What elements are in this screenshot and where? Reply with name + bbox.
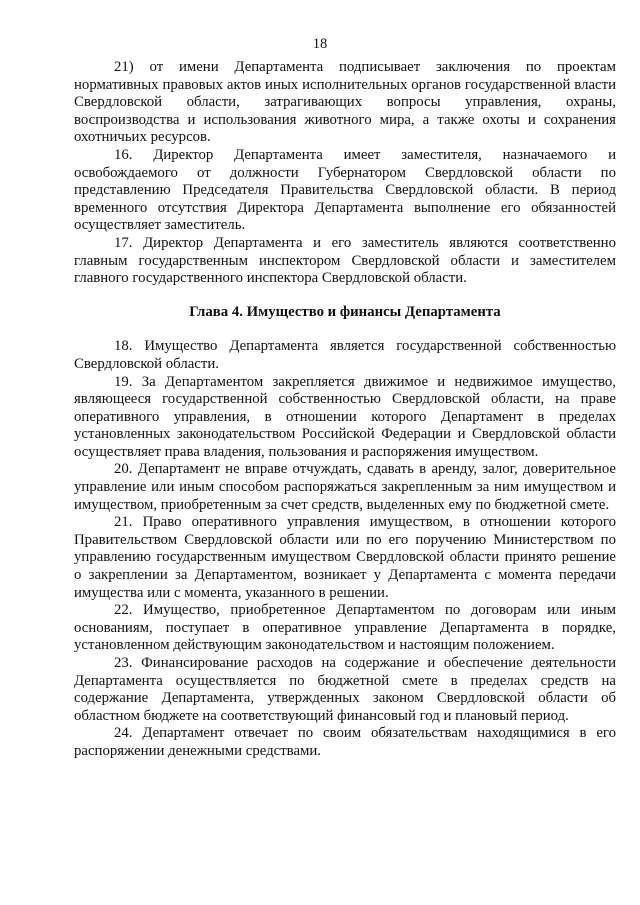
paragraph-16: 16. Директор Департамента имеет заместителя, назначаемого и освобождаемого от должности Губернатором Свердловской области по представлению Председателя Правительства Свердловской области. В период временного отсутствия Директора Департамента выполнение его обязанностей осуществляет заместитель. xyxy=(74,146,616,234)
paragraph-22: 22. Имущество, приобретенное Департаментом по договорам или иным основаниям, поступает в оперативное управление Департамента в порядке, установленном действующим законодательством и настоящим положением. xyxy=(74,602,616,654)
page-number: 18 xyxy=(312,36,328,52)
paragraph-17: 17. Директор Департамента и его заместитель являются соответственно главным государственным инспектором Свердловской области и заместителем главного государственного инспектора Свердловской области. xyxy=(74,234,616,287)
paragraph-19: 19. За Департаментом закрепляется движимое и недвижимое имущество, являющееся государственной собственностью Свердловской области, на праве оперативного управления, в отношении которого Департамент в пределах установленных законодательством Российской Федерации и Свердловской области осуществляет права владения, пользования и распоряжения имуществом. xyxy=(74,373,616,460)
paragraph-23: 23. Финансирование расходов на содержание и обеспечение деятельности Департамента осуществляется по бюджетной смете в пределах средств на содержание Департамента, утвержденных законом Свердловской области об областном бюджете на соответствующий финансовый год и плановый период. xyxy=(74,655,616,724)
document-body xyxy=(74,59,616,761)
paragraph-18: 18. Имущество Департамента является государственной собственностью Свердловской области. xyxy=(74,338,616,372)
paragraph-20: 20. Департамент не вправе отчуждать, сдавать в аренду, залог, доверительное управление или иным способом распоряжаться закрепленным за ним имуществом и имуществом, приобретенным за счет средств, выделенных ему по бюджетной смете. xyxy=(74,461,616,513)
paragraph-24: 24. Департамент отвечает по своим обязательствам находящимися в его распоряжении денежными средствами. xyxy=(74,725,616,759)
paragraph-21: 21. Право оперативного управления имуществом, в отношении которого Правительством Свердловской области или по его поручению Министерством по управлению государственным имуществом Свердловской области принято решение о закреплении за Департаментом, возникает у Департамента с момента передачи имущества или с момента, указанного в решении. xyxy=(74,514,616,601)
chapter-heading: Глава 4. Имущество и финансы Департамента xyxy=(189,303,501,320)
paragraph-21-subitem: 21) от имени Департамента подписывает заключения по проектам нормативных правовых актов иных исполнительных органов государственной власти Свердловской области, затрагивающих вопросы управления, охраны, воспроизводства и использования животного мира, а также охоты и сохранения охотничьих ресурсов. xyxy=(74,59,616,146)
